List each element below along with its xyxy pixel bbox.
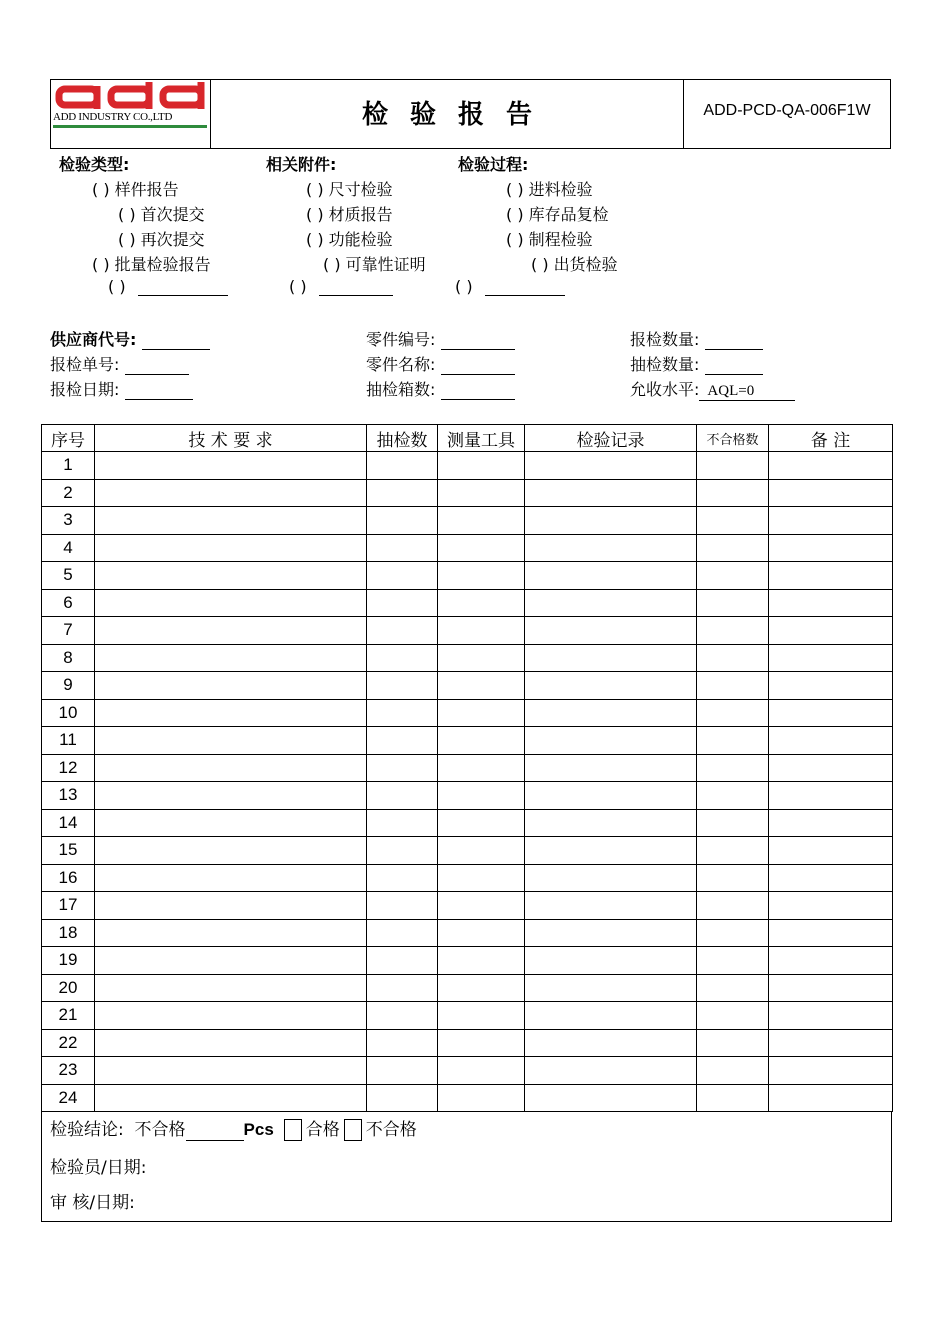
cell-record[interactable] (525, 699, 697, 727)
cell-defects[interactable] (697, 1057, 769, 1085)
cell-record[interactable] (525, 672, 697, 700)
cell-defects[interactable] (697, 727, 769, 755)
sample-boxes-label: 抽检箱数: (366, 380, 436, 399)
cell-defects[interactable] (697, 919, 769, 947)
col-tool: 测量工具 (438, 425, 525, 452)
cell-remark[interactable] (769, 562, 893, 590)
cell-seq: 1 (42, 452, 95, 480)
process-option-stock[interactable]: ( ) 库存品复检 (506, 205, 609, 224)
cell-record[interactable] (525, 1084, 697, 1112)
cell-tool[interactable] (438, 452, 525, 480)
sample-qty-input[interactable] (705, 356, 763, 375)
attach-option-dimension[interactable]: ( ) 尺寸检验 (306, 180, 393, 199)
cell-remark[interactable] (769, 864, 893, 892)
cell-sample-count[interactable] (367, 864, 438, 892)
pass-label: 合格 (305, 1120, 340, 1140)
table-row (42, 947, 893, 975)
doc-code-cell (684, 80, 890, 148)
cell-record[interactable] (525, 534, 697, 562)
cell-tool[interactable] (438, 754, 525, 782)
process-option-inprocess[interactable]: ( ) 制程检验 (506, 230, 593, 249)
cell-requirement[interactable] (95, 947, 367, 975)
report-qty-input[interactable] (705, 331, 763, 350)
cell-requirement[interactable] (95, 1057, 367, 1085)
cell-record[interactable] (525, 1002, 697, 1030)
table-row (42, 699, 893, 727)
cell-seq: 10 (42, 699, 95, 727)
cell-seq: 21 (42, 1002, 95, 1030)
cell-remark[interactable] (769, 919, 893, 947)
logo-underline (53, 125, 207, 128)
cell-sample-count[interactable] (367, 727, 438, 755)
nonconforming-qty-input[interactable] (186, 1124, 244, 1141)
cell-seq: 19 (42, 947, 95, 975)
cell-requirement[interactable] (95, 699, 367, 727)
cell-sample-count[interactable] (367, 1057, 438, 1085)
table-row (42, 452, 893, 480)
cell-seq: 4 (42, 534, 95, 562)
table-row (42, 809, 893, 837)
cell-seq: 7 (42, 617, 95, 645)
cell-remark[interactable] (769, 479, 893, 507)
cell-requirement[interactable] (95, 919, 367, 947)
cell-requirement[interactable] (95, 562, 367, 590)
cell-defects[interactable] (697, 1029, 769, 1057)
cell-sample-count[interactable] (367, 589, 438, 617)
table-row (42, 974, 893, 1002)
cell-remark[interactable] (769, 754, 893, 782)
cell-tool[interactable] (438, 644, 525, 672)
type-option-resubmit[interactable]: ( ) 再次提交 (118, 230, 205, 249)
attachments-heading: 相关附件: (266, 155, 337, 174)
cell-sample-count[interactable] (367, 837, 438, 865)
process-option-incoming[interactable]: ( ) 进料检验 (506, 180, 593, 199)
cell-remark[interactable] (769, 507, 893, 535)
cell-defects[interactable] (697, 699, 769, 727)
table-row (42, 534, 893, 562)
report-date-label: 报检日期: (50, 380, 120, 399)
table-row (42, 1002, 893, 1030)
cell-defects[interactable] (697, 452, 769, 480)
cell-tool[interactable] (438, 534, 525, 562)
cell-tool[interactable] (438, 809, 525, 837)
cell-tool[interactable] (438, 479, 525, 507)
cell-requirement[interactable] (95, 589, 367, 617)
cell-defects[interactable] (697, 644, 769, 672)
cell-record[interactable] (525, 919, 697, 947)
aql-value[interactable]: AQL=0 (699, 383, 795, 401)
cell-record[interactable] (525, 974, 697, 1002)
cell-tool[interactable] (438, 507, 525, 535)
cell-tool[interactable] (438, 727, 525, 755)
cell-sample-count[interactable] (367, 782, 438, 810)
cell-remark[interactable] (769, 1084, 893, 1112)
cell-remark[interactable] (769, 837, 893, 865)
cell-seq: 11 (42, 727, 95, 755)
cell-requirement[interactable] (95, 617, 367, 645)
table-row (42, 617, 893, 645)
cell-tool[interactable] (438, 947, 525, 975)
conclusion-label: 检验结论: (50, 1120, 124, 1140)
fail-label: 不合格 (365, 1120, 417, 1140)
cell-defects[interactable] (697, 507, 769, 535)
cell-tool[interactable] (438, 1002, 525, 1030)
cell-seq: 12 (42, 754, 95, 782)
reviewer-line[interactable]: 审 核/日期: (50, 1193, 135, 1213)
cell-record[interactable] (525, 809, 697, 837)
part-no-label: 零件编号: (366, 330, 436, 349)
cell-seq: 23 (42, 1057, 95, 1085)
cell-defects[interactable] (697, 809, 769, 837)
cell-requirement[interactable] (95, 809, 367, 837)
cell-record[interactable] (525, 947, 697, 975)
type-option-other[interactable] (108, 277, 228, 296)
cell-record[interactable] (525, 754, 697, 782)
cell-remark[interactable] (769, 589, 893, 617)
report-qty-field (630, 327, 763, 350)
cell-requirement[interactable] (95, 672, 367, 700)
sample-boxes-field (366, 377, 515, 400)
part-name-label: 零件名称: (366, 355, 436, 374)
type-option-first[interactable]: ( ) 首次提交 (118, 205, 205, 224)
type-option-batch[interactable]: ( ) 批量检验报告 (92, 255, 211, 274)
cell-defects[interactable] (697, 534, 769, 562)
cell-record[interactable] (525, 892, 697, 920)
attach-option-other-label: ( ) (289, 277, 307, 296)
cell-requirement[interactable] (95, 837, 367, 865)
table-row (42, 754, 893, 782)
cell-record[interactable] (525, 452, 697, 480)
table-row (42, 727, 893, 755)
cell-requirement[interactable] (95, 974, 367, 1002)
cell-seq: 16 (42, 864, 95, 892)
conclusion-box (41, 1112, 892, 1222)
cell-requirement[interactable] (95, 864, 367, 892)
cell-remark[interactable] (769, 947, 893, 975)
cell-sample-count[interactable] (367, 1084, 438, 1112)
cell-record[interactable] (525, 837, 697, 865)
cell-defects[interactable] (697, 782, 769, 810)
cell-tool[interactable] (438, 782, 525, 810)
cell-remark[interactable] (769, 727, 893, 755)
cell-seq: 8 (42, 644, 95, 672)
report-no-label: 报检单号: (50, 355, 120, 374)
fail-checkbox[interactable] (344, 1119, 362, 1141)
cell-record[interactable] (525, 617, 697, 645)
table-row (42, 837, 893, 865)
cell-requirement[interactable] (95, 1029, 367, 1057)
cell-remark[interactable] (769, 974, 893, 1002)
cell-requirement[interactable] (95, 1002, 367, 1030)
aql-field (630, 377, 795, 401)
cell-seq: 13 (42, 782, 95, 810)
cell-tool[interactable] (438, 974, 525, 1002)
attach-option-material[interactable]: ( ) 材质报告 (306, 205, 393, 224)
report-no-field (50, 352, 189, 375)
cell-remark[interactable] (769, 452, 893, 480)
cell-tool[interactable] (438, 892, 525, 920)
inspector-line[interactable]: 检验员/日期: (50, 1158, 147, 1178)
cell-defects[interactable] (697, 1084, 769, 1112)
pass-checkbox[interactable] (284, 1119, 302, 1141)
cell-remark[interactable] (769, 672, 893, 700)
cell-requirement[interactable] (95, 507, 367, 535)
attach-option-other[interactable] (289, 277, 393, 296)
cell-sample-count[interactable] (367, 754, 438, 782)
title-cell (211, 80, 684, 148)
report-qty-label: 报检数量: (630, 330, 700, 349)
col-requirement: 技 术 要 求 (95, 425, 367, 452)
cell-sample-count[interactable] (367, 644, 438, 672)
cell-requirement[interactable] (95, 534, 367, 562)
cell-remark[interactable] (769, 782, 893, 810)
cell-sample-count[interactable] (367, 1002, 438, 1030)
cell-sample-count[interactable] (367, 974, 438, 1002)
table-row (42, 479, 893, 507)
cell-remark[interactable] (769, 644, 893, 672)
cell-sample-count[interactable] (367, 919, 438, 947)
page-title: 检验报告 (361, 100, 554, 130)
cell-defects[interactable] (697, 562, 769, 590)
table-row (42, 782, 893, 810)
cell-requirement[interactable] (95, 1084, 367, 1112)
cell-defects[interactable] (697, 754, 769, 782)
cell-sample-count[interactable] (367, 947, 438, 975)
cell-seq: 20 (42, 974, 95, 1002)
cell-remark[interactable] (769, 534, 893, 562)
cell-sample-count[interactable] (367, 892, 438, 920)
cell-tool[interactable] (438, 919, 525, 947)
cell-defects[interactable] (697, 589, 769, 617)
document-code: ADD-PCD-QA-006F1W (703, 102, 871, 119)
part-name-input[interactable] (441, 356, 515, 375)
cell-defects[interactable] (697, 672, 769, 700)
cell-sample-count[interactable] (367, 452, 438, 480)
cell-defects[interactable] (697, 617, 769, 645)
cell-remark[interactable] (769, 1057, 893, 1085)
attach-other-blank[interactable] (319, 279, 393, 296)
cell-remark[interactable] (769, 699, 893, 727)
table-header-row (42, 425, 893, 452)
part-no-field (366, 327, 515, 350)
cell-sample-count[interactable] (367, 699, 438, 727)
supplier-code-field (50, 327, 210, 350)
table-body (42, 452, 893, 1112)
cell-tool[interactable] (438, 617, 525, 645)
cell-requirement[interactable] (95, 727, 367, 755)
cell-record[interactable] (525, 644, 697, 672)
table-row (42, 919, 893, 947)
process-option-outgoing[interactable]: ( ) 出货检验 (531, 255, 618, 274)
table-row (42, 562, 893, 590)
table-row (42, 672, 893, 700)
cell-seq: 17 (42, 892, 95, 920)
sample-qty-label: 抽检数量: (630, 355, 700, 374)
cell-requirement[interactable] (95, 452, 367, 480)
cell-seq: 9 (42, 672, 95, 700)
cell-tool[interactable] (438, 864, 525, 892)
cell-sample-count[interactable] (367, 617, 438, 645)
cell-defects[interactable] (697, 974, 769, 1002)
cell-tool[interactable] (438, 1057, 525, 1085)
cell-tool[interactable] (438, 699, 525, 727)
logo-cell (51, 80, 211, 148)
process-option-other-label: ( ) (455, 277, 473, 296)
col-sample-count: 抽检数 (367, 425, 438, 452)
cell-record[interactable] (525, 864, 697, 892)
cell-seq: 2 (42, 479, 95, 507)
cell-requirement[interactable] (95, 644, 367, 672)
col-record: 检验记录 (525, 425, 697, 452)
cell-requirement[interactable] (95, 754, 367, 782)
cell-tool[interactable] (438, 837, 525, 865)
nonconforming-label: 不合格 (134, 1120, 186, 1140)
cell-record[interactable] (525, 589, 697, 617)
part-no-input[interactable] (441, 331, 515, 350)
table-row (42, 1084, 893, 1112)
supplier-code-label: 供应商代号: (50, 330, 137, 349)
report-header (50, 79, 891, 149)
cell-sample-count[interactable] (367, 1029, 438, 1057)
type-other-blank[interactable] (138, 279, 228, 296)
conclusion-line (50, 1115, 417, 1141)
cell-record[interactable] (525, 1057, 697, 1085)
table-row (42, 507, 893, 535)
cell-requirement[interactable] (95, 782, 367, 810)
cell-tool[interactable] (438, 562, 525, 590)
cell-tool[interactable] (438, 589, 525, 617)
type-heading: 检验类型: (59, 155, 130, 174)
cell-sample-count[interactable] (367, 672, 438, 700)
process-heading: 检验过程: (458, 155, 529, 174)
logo-company-name: ADD INDUSTRY CO.,LTD (53, 111, 173, 123)
cell-tool[interactable] (438, 1029, 525, 1057)
table-row (42, 644, 893, 672)
table-row (42, 1057, 893, 1085)
cell-tool[interactable] (438, 672, 525, 700)
cell-record[interactable] (525, 507, 697, 535)
cell-remark[interactable] (769, 1002, 893, 1030)
table-row (42, 864, 893, 892)
report-date-field (50, 377, 193, 400)
cell-defects[interactable] (697, 892, 769, 920)
cell-seq: 24 (42, 1084, 95, 1112)
cell-defects[interactable] (697, 864, 769, 892)
supplier-code-input[interactable] (142, 331, 210, 350)
table-row (42, 1029, 893, 1057)
table-row (42, 589, 893, 617)
report-date-input[interactable] (125, 381, 193, 400)
col-seq: 序号 (42, 425, 95, 452)
cell-remark[interactable] (769, 617, 893, 645)
part-name-field (366, 352, 515, 375)
company-logo (53, 82, 207, 112)
type-option-sample[interactable]: ( ) 样件报告 (92, 180, 179, 199)
cell-record[interactable] (525, 1029, 697, 1057)
cell-tool[interactable] (438, 1084, 525, 1112)
cell-record[interactable] (525, 782, 697, 810)
cell-defects[interactable] (697, 1002, 769, 1030)
pcs-unit: Pcs (243, 1120, 274, 1139)
cell-seq: 18 (42, 919, 95, 947)
cell-sample-count[interactable] (367, 479, 438, 507)
cell-remark[interactable] (769, 892, 893, 920)
cell-record[interactable] (525, 727, 697, 755)
cell-sample-count[interactable] (367, 507, 438, 535)
cell-seq: 22 (42, 1029, 95, 1057)
report-no-input[interactable] (125, 356, 189, 375)
cell-requirement[interactable] (95, 892, 367, 920)
sample-qty-field (630, 352, 763, 375)
sample-boxes-input[interactable] (441, 381, 515, 400)
cell-seq: 3 (42, 507, 95, 535)
process-other-blank[interactable] (485, 279, 565, 296)
process-option-other[interactable] (455, 277, 565, 296)
cell-seq: 5 (42, 562, 95, 590)
aql-label: 允收水平: (630, 380, 700, 399)
table-row (42, 892, 893, 920)
cell-remark[interactable] (769, 1029, 893, 1057)
cell-seq: 15 (42, 837, 95, 865)
cell-seq: 14 (42, 809, 95, 837)
cell-seq: 6 (42, 589, 95, 617)
cell-sample-count[interactable] (367, 809, 438, 837)
cell-record[interactable] (525, 562, 697, 590)
cell-requirement[interactable] (95, 479, 367, 507)
col-defects: 不合格数 (697, 425, 769, 452)
cell-sample-count[interactable] (367, 562, 438, 590)
cell-defects[interactable] (697, 837, 769, 865)
cell-defects[interactable] (697, 479, 769, 507)
cell-remark[interactable] (769, 809, 893, 837)
attach-option-reliability[interactable]: ( ) 可靠性证明 (323, 255, 426, 274)
inspection-table (41, 424, 893, 1112)
type-option-other-label: ( ) (108, 277, 126, 296)
col-remark: 备 注 (769, 425, 893, 452)
cell-sample-count[interactable] (367, 534, 438, 562)
attach-option-function[interactable]: ( ) 功能检验 (306, 230, 393, 249)
cell-record[interactable] (525, 479, 697, 507)
cell-defects[interactable] (697, 947, 769, 975)
